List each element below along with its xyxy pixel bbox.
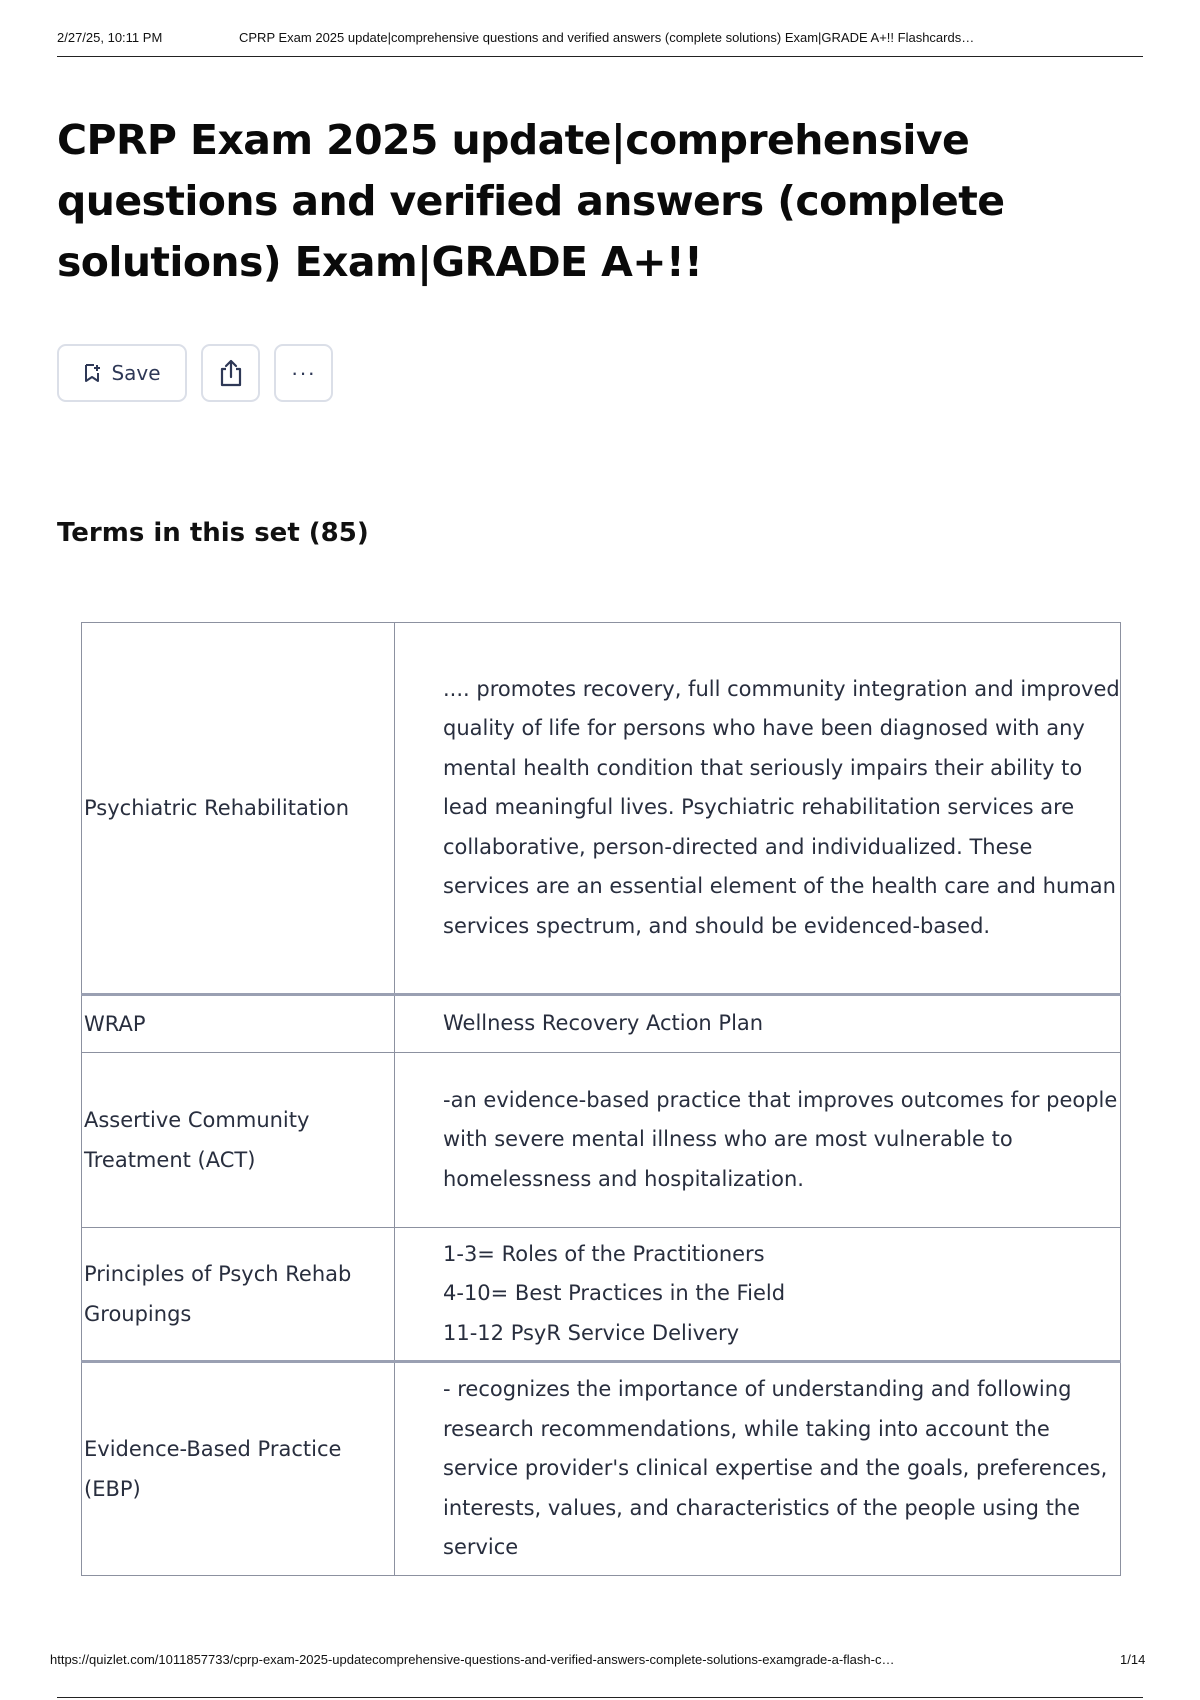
definition-cell: - recognizes the importance of understanding and following research recommendations, while taking into account the service provider's clinical expertise and the goals, preferences, interests, values, and characteristics of the people using the service bbox=[395, 1362, 1121, 1576]
print-doc-title: CPRP Exam 2025 update|comprehensive questions and verified answers (complete solutions) Exam|GRADE A+!! Flashcards… bbox=[239, 30, 975, 45]
save-button[interactable] bbox=[57, 344, 187, 402]
terms-heading: Terms in this set (85) bbox=[57, 518, 369, 548]
more-options-icon: ··· bbox=[291, 360, 316, 385]
definition-cell bbox=[395, 1228, 1121, 1362]
table-row bbox=[82, 1362, 1121, 1576]
term-cell: Principles of Psych Rehab Groupings bbox=[82, 1228, 395, 1362]
definition-line: 4-10= Best Practices in the Field bbox=[443, 1281, 786, 1306]
term-cell: Assertive Community Treatment (ACT) bbox=[82, 1053, 395, 1228]
table-row bbox=[82, 1053, 1121, 1228]
definition-line: 1-3= Roles of the Practitioners bbox=[443, 1241, 765, 1266]
table-row bbox=[82, 995, 1121, 1053]
definition-cell: Wellness Recovery Action Plan bbox=[395, 995, 1121, 1053]
page-title: CPRP Exam 2025 update|comprehensive questions and verified answers (complete solutions) Exam|GRADE A+!! bbox=[57, 116, 1005, 286]
save-button-label: Save bbox=[111, 361, 161, 385]
print-datetime: 2/27/25, 10:11 PM bbox=[57, 30, 163, 45]
table-row bbox=[82, 1228, 1121, 1362]
share-icon bbox=[218, 359, 244, 387]
term-cell: WRAP bbox=[82, 995, 395, 1053]
bookmark-add-icon bbox=[83, 363, 101, 383]
header-divider bbox=[57, 56, 1143, 57]
definition-cell: -an evidence-based practice that improves outcomes for people with severe mental illness who are most vulnerable to homelessness and hospitalization. bbox=[395, 1053, 1121, 1228]
share-button[interactable] bbox=[201, 344, 260, 402]
definition-line: 11-12 PsyR Service Delivery bbox=[443, 1320, 740, 1345]
table-row bbox=[82, 623, 1121, 995]
definition-cell: .... promotes recovery, full community integration and improved quality of life for persons who have been diagnosed with any mental health condition that seriously impairs their ability to lead meaningful lives. Psychiatric rehabilitation services are collaborative, person-directed and individualized. These services are an essential element of the health care and human services spectrum, and should be evidenced-based. bbox=[395, 623, 1121, 995]
footer-divider bbox=[57, 1697, 1143, 1698]
more-options-button[interactable] bbox=[274, 344, 333, 402]
term-cell: Evidence-Based Practice (EBP) bbox=[82, 1362, 395, 1576]
print-footer-url: https://quizlet.com/1011857733/cprp-exam-2025-updatecomprehensive-questions-and-verified-answers-complete-solutions-examgrade-a-flash-c… bbox=[50, 1652, 895, 1667]
page-number: 1/14 bbox=[1120, 1652, 1146, 1667]
terms-table bbox=[81, 622, 1121, 1576]
term-cell: Psychiatric Rehabilitation bbox=[82, 623, 395, 995]
